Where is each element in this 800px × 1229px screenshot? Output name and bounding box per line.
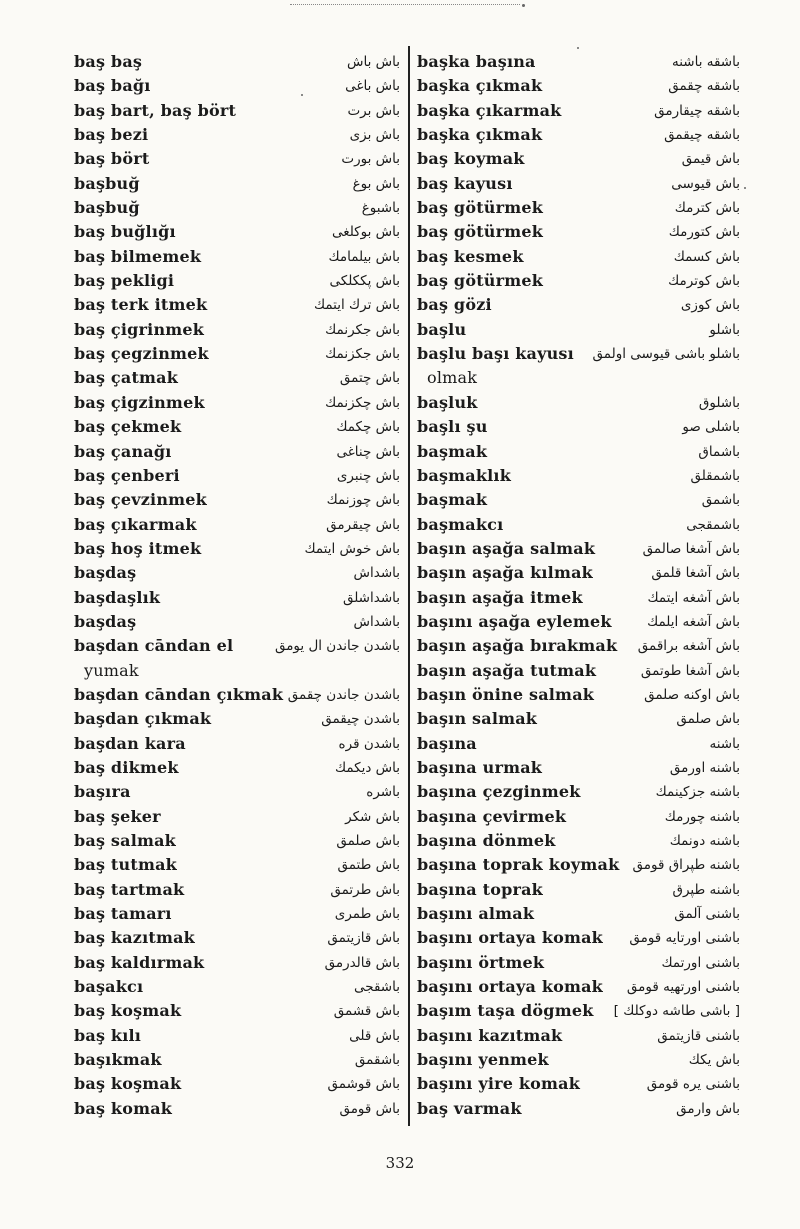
dictionary-entry [417, 1025, 740, 1049]
dictionary-entry [417, 854, 740, 878]
entry-latin: baş bört [74, 149, 150, 169]
dictionary-entry [74, 660, 400, 684]
page-number: 332 [385, 1154, 415, 1172]
entry-ottoman: باشنه چورمك [664, 808, 740, 825]
entry-ottoman: باشنه جزكينمك [655, 784, 740, 801]
entry-latin: başmak [417, 441, 488, 461]
dictionary-entry [74, 879, 400, 903]
entry-ottoman: باشماق [698, 443, 740, 460]
entry-latin: başdaşlık [74, 587, 161, 607]
entry-ottoman: باشقه باشنه [671, 54, 740, 70]
dictionary-entry [417, 611, 740, 635]
entry-latin: başını kazıtmak [417, 1025, 563, 1045]
entry-ottoman: باش ترك ايتمك [313, 297, 400, 314]
entry-latin: başka çıkmak [417, 125, 543, 145]
entry-ottoman: باشنه [709, 735, 740, 752]
dictionary-entry [417, 51, 740, 75]
entry-ottoman: باش جكرنمك [325, 321, 400, 338]
entry-latin: başmakcı [417, 514, 504, 534]
dictionary-entry [74, 221, 400, 245]
entry-ottoman: باش قشمق [333, 1003, 400, 1020]
dictionary-entry [74, 246, 400, 270]
dictionary-entry [74, 538, 400, 562]
dictionary-entry [417, 903, 740, 927]
entry-latin: baş komak [74, 1098, 173, 1118]
entry-ottoman: باشنه طپرق [672, 881, 740, 898]
entry-latin: başıra [74, 782, 131, 802]
entry-latin: başına toprak koymak [417, 855, 620, 875]
dictionary-entry [74, 587, 400, 611]
entry-latin: baş kaldırmak [74, 952, 205, 972]
dictionary-entry [74, 51, 400, 75]
entry-latin: başına çevirmek [417, 806, 567, 826]
entry-latin: baş kayusı [417, 173, 513, 193]
entry-ottoman: باش قومق [339, 1100, 400, 1117]
dictionary-entry [417, 514, 740, 538]
entry-ottoman: باش صلمق [336, 833, 400, 849]
dictionary-entry [74, 708, 400, 732]
dictionary-entry [74, 1098, 400, 1122]
entry-latin: başdan cāndan çıkmak [74, 684, 284, 704]
entry-latin: baş bezi [74, 125, 149, 145]
entry-ottoman: باش اوكنه صلمق [644, 686, 740, 703]
entry-ottoman: باشقمق [354, 1052, 400, 1069]
entry-ottoman: باش آشغه براقمق [637, 638, 740, 655]
entry-latin: başına [417, 733, 477, 753]
entry-latin: baş hoş itmek [74, 538, 202, 558]
entry-ottoman: باشقه چيقمق [664, 127, 740, 144]
entry-ottoman: باش طتمق [337, 857, 400, 874]
entry-ottoman: باش كترمك [674, 200, 740, 217]
entry-ottoman: باش ديكمك [334, 759, 400, 776]
entry-ottoman: باش باغى [345, 78, 400, 95]
entry-ottoman: باش جكزنمك [325, 346, 400, 363]
entry-ottoman: [ باشى طاشه دوكلك ] [613, 1003, 740, 1020]
entry-ottoman: باشلو باشى قيوسى اولمق [592, 346, 740, 363]
entry-ottoman: باشداش [353, 565, 400, 582]
entry-latin: başka çıkarmak [417, 100, 562, 120]
entry-latin: baş tutmak [74, 855, 177, 875]
entry-ottoman: باش چيقرمق [326, 516, 400, 533]
entry-latin: başka başına [417, 52, 536, 71]
dictionary-entry [74, 514, 400, 538]
ink-speck [744, 187, 746, 189]
dictionary-entry [417, 392, 740, 416]
dictionary-entry [74, 1049, 400, 1073]
entry-ottoman: باش قالدرمق [324, 954, 400, 971]
dictionary-entry [417, 367, 740, 391]
entry-latin: başına çezginmek [417, 782, 581, 802]
entry-ottoman: باشنه اورمق [669, 759, 740, 776]
entry-latin: başbuğ [74, 173, 140, 193]
entry-latin: baş kılı [74, 1025, 142, 1045]
right-column [417, 51, 740, 1122]
entry-ottoman: باشره [366, 784, 400, 801]
dictionary-entry [417, 441, 740, 465]
entry-ottoman: باش طمرى [334, 906, 400, 923]
dictionary-entry [417, 148, 740, 172]
entry-ottoman: باشنى يره قومق [646, 1076, 740, 1093]
dictionary-entry [417, 465, 740, 489]
entry-latin: başmak [417, 490, 488, 510]
dictionary-entry [417, 927, 740, 951]
dictionary-entry [417, 781, 740, 805]
dictionary-entry [74, 806, 400, 830]
dictionary-entry [417, 879, 740, 903]
dictionary-entry [417, 75, 740, 99]
entry-ottoman: باش كوترمك [668, 273, 740, 290]
entry-latin: başın aşağa kılmak [417, 563, 593, 583]
dictionary-entry [74, 173, 400, 197]
dictionary-entry [417, 100, 740, 124]
entry-ottoman: باشنى اورتايه قومق [629, 930, 740, 947]
entry-latin: baş bağı [74, 76, 151, 96]
entry-ottoman: باش آشغه ايلمك [647, 613, 740, 630]
ink-dot [522, 4, 525, 7]
entry-ottoman: باش شكر [345, 808, 400, 825]
entry-latin: başına toprak [417, 879, 543, 899]
entry-latin: başakcı [74, 977, 144, 997]
entry-ottoman: باش قيوسى [671, 175, 740, 192]
entry-ottoman: باشنى اورتهيه قومق [626, 979, 740, 996]
dictionary-entry [74, 489, 400, 513]
dictionary-entry [74, 927, 400, 951]
entry-latin: başına urmak [417, 757, 543, 777]
entry-latin: başını yenmek [417, 1050, 549, 1070]
dictionary-entry [74, 343, 400, 367]
dictionary-entry [417, 806, 740, 830]
entry-latin: başını örtmek [417, 952, 545, 972]
entry-ottoman: باش چناغى [336, 443, 400, 460]
entry-ottoman: باشداش [353, 613, 400, 630]
dictionary-entry [417, 660, 740, 684]
entry-latin: başlu [417, 319, 467, 339]
dictionary-entry [74, 562, 400, 586]
entry-latin: baş varmak [417, 1098, 522, 1118]
entry-ottoman: باش كسمك [673, 248, 740, 265]
entry-ottoman: باش كوزى [680, 297, 740, 314]
dictionary-entry [417, 319, 740, 343]
dictionary-entry [74, 465, 400, 489]
entry-latin: başın aşağa itmek [417, 587, 583, 607]
entry-ottoman: باش آشغا قلمق [651, 565, 740, 582]
entry-latin: baş tartmak [74, 879, 185, 899]
dictionary-entry [74, 270, 400, 294]
dictionary-entry [74, 757, 400, 781]
entry-ottoman: باشداشلق [342, 589, 400, 606]
entry-latin: baş buğlığı [74, 222, 176, 242]
entry-ottoman: باشدن قره [338, 735, 400, 752]
entry-ottoman: باش پككلكى [329, 273, 400, 290]
entry-latin: baş çigrinmek [74, 319, 205, 339]
entry-latin: baş dikmek [74, 757, 179, 777]
entry-latin: başın aşağa bırakmak [417, 636, 618, 656]
dictionary-entry [74, 1000, 400, 1024]
entry-latin: başın önine salmak [417, 684, 595, 704]
entry-ottoman: باشنى آلمق [674, 906, 740, 923]
dictionary-entry [417, 294, 740, 318]
entry-latin: başın aşağa tutmak [417, 660, 597, 680]
entry-latin: baş kesmek [417, 246, 524, 266]
entry-ottoman: باش قيمق [681, 151, 740, 168]
dictionary-entry [74, 952, 400, 976]
entry-latin: başdan çıkmak [74, 709, 212, 729]
entry-ottoman: باش قازيتمق [327, 930, 400, 947]
dictionary-entry [74, 611, 400, 635]
dictionary-entry [74, 441, 400, 465]
entry-ottoman: باش وارمق [676, 1100, 740, 1117]
dictionary-entry [74, 148, 400, 172]
entry-ottoman: باش چكمك [336, 419, 400, 436]
dictionary-entry [74, 684, 400, 708]
entry-latin: başbuğ [74, 198, 140, 218]
entry-latin: baş götürmek [417, 271, 544, 291]
dictionary-entry [417, 708, 740, 732]
entry-ottoman: باشلى صو [682, 419, 740, 436]
entry-ottoman: باش چوزنمك [326, 492, 400, 509]
entry-ottoman: باشمقلق [690, 467, 740, 484]
entry-ottoman: باش باش [347, 54, 400, 70]
dictionary-entry [417, 270, 740, 294]
ink-speck [577, 47, 579, 49]
dictionary-entry [417, 246, 740, 270]
entry-latin: baş götürmek [417, 222, 544, 242]
dictionary-entry [417, 635, 740, 659]
entry-latin: baş götürmek [417, 198, 544, 218]
entry-ottoman: باش قوشمق [327, 1076, 400, 1093]
entry-ottoman: باش بوغ [352, 175, 400, 192]
entry-latin: baş pekligi [74, 271, 175, 291]
entry-latin: başdan kara [74, 733, 186, 753]
entry-latin: başluk [417, 392, 478, 412]
entry-ottoman: باش بورت [341, 151, 400, 168]
entry-latin: baş bart, baş bört [74, 100, 237, 120]
entry-latin: baş tamarı [74, 904, 172, 924]
ink-speck [301, 94, 303, 96]
entry-ottoman: باشمق [701, 492, 740, 509]
entry-ottoman: باشبوغ [361, 200, 400, 217]
dictionary-entry [417, 587, 740, 611]
entry-ottoman: باش آشغا صالمق [642, 540, 740, 557]
entry-ottoman: باشقه چيقارمق [654, 102, 740, 119]
entry-latin: başını almak [417, 904, 535, 924]
entry-latin: baş çıkarmak [74, 514, 197, 534]
dictionary-entry [74, 830, 400, 854]
dictionary-entry [417, 976, 740, 1000]
dictionary-entry [417, 489, 740, 513]
dictionary-entry [417, 538, 740, 562]
entry-latin: baş baş [74, 52, 143, 71]
entry-ottoman: باشقجى [354, 979, 400, 996]
entry-ottoman: باش برت [347, 102, 400, 119]
dictionary-entry [74, 392, 400, 416]
entry-latin: başlı şu [417, 417, 488, 437]
dictionary-entry [417, 1098, 740, 1122]
entry-latin: baş çanağı [74, 441, 172, 461]
entry-ottoman: باشنى قازيتمق [657, 1027, 740, 1044]
entry-latin: başını aşağa eylemek [417, 611, 612, 631]
entry-ottoman: باشدن جاندن چقمق [287, 686, 400, 703]
entry-latin: başdan cāndan el [74, 636, 234, 656]
entry-ottoman: باش آشغا طوتمق [640, 662, 740, 679]
entry-latin: başlu başı kayusı [417, 344, 574, 364]
dictionary-entry [417, 830, 740, 854]
entry-latin: baş gözi [417, 295, 492, 315]
dictionary-entry [417, 221, 740, 245]
entry-ottoman: باش كتورمك [668, 224, 740, 241]
entry-ottoman: باش چكزنمك [325, 394, 400, 411]
entry-latin: baş çenberi [74, 465, 180, 485]
entry-ottoman: باش آشغه ايتمك [647, 589, 740, 606]
entry-ottoman: باشقه چقمق [668, 78, 740, 95]
dictionary-entry [74, 319, 400, 343]
entry-latin: baş çekmek [74, 417, 182, 437]
dictionary-entry [417, 1049, 740, 1073]
dictionary-entry [417, 952, 740, 976]
entry-latin: başmaklık [417, 465, 511, 485]
dictionary-entry [74, 197, 400, 221]
dictionary-entry [417, 416, 740, 440]
dictionary-entry [417, 562, 740, 586]
entry-ottoman: باش چنبرى [336, 467, 400, 484]
entry-latin: başdaş [74, 563, 137, 583]
entry-ottoman: باش بيلمامك [328, 248, 400, 265]
dictionary-entry [74, 124, 400, 148]
dictionary-entry [417, 197, 740, 221]
entry-latin: başını ortaya komak [417, 928, 603, 948]
entry-latin: baş koşmak [74, 1074, 182, 1094]
entry-latin: başın salmak [417, 709, 538, 729]
entry-latin: baş çevzinmek [74, 490, 207, 510]
entry-latin: başına dönmek [417, 831, 556, 850]
entry-ottoman: باشلوق [698, 394, 740, 411]
entry-latin: baş çigzinmek [74, 392, 205, 412]
entry-latin: başın aşağa salmak [417, 538, 596, 558]
dictionary-entry [417, 173, 740, 197]
entry-latin: baş kazıtmak [74, 928, 195, 948]
dictionary-entry [417, 1000, 740, 1024]
entry-latin: baş şeker [74, 806, 161, 826]
entry-latin: baş çatmak [74, 368, 179, 388]
entry-latin: baş çegzinmek [74, 344, 209, 364]
entry-ottoman: باشدن جاندن ال يومق [274, 638, 400, 655]
entry-ottoman: باش طرتمق [330, 881, 400, 898]
dictionary-entry [417, 684, 740, 708]
dictionary-entry [417, 757, 740, 781]
entry-ottoman: باش قلى [349, 1027, 400, 1044]
dictionary-entry [74, 294, 400, 318]
entry-latin: baş terk itmek [74, 295, 208, 315]
dictionary-entry [74, 781, 400, 805]
column-divider [408, 46, 410, 1126]
entry-ottoman: باش بوكلغى [331, 224, 400, 241]
dictionary-entry [74, 100, 400, 124]
entry-ottoman: باش صلمق [676, 711, 740, 728]
dictionary-entry [74, 976, 400, 1000]
dictionary-entry [74, 416, 400, 440]
entry-latin: başını ortaya komak [417, 977, 603, 997]
dictionary-entry [417, 1073, 740, 1097]
entry-ottoman: باش بزى [349, 127, 400, 144]
entry-latin: yumak [84, 660, 139, 680]
entry-latin: olmak [427, 368, 478, 388]
entry-latin: başını yire komak [417, 1074, 581, 1094]
entry-latin: başıkmak [74, 1050, 162, 1070]
dictionary-entry [417, 733, 740, 757]
dictionary-entry [74, 903, 400, 927]
entry-latin: baş salmak [74, 831, 176, 850]
entry-ottoman: باشنه دونمك [669, 833, 740, 849]
entry-ottoman: باش خوش ايتمك [304, 540, 400, 557]
dictionary-entry [74, 75, 400, 99]
entry-ottoman: باشنى اورتمك [661, 954, 740, 971]
left-column [74, 51, 400, 1122]
entry-latin: başka çıkmak [417, 76, 543, 96]
entry-ottoman: باشدن چيقمق [321, 711, 400, 728]
top-rule [290, 4, 520, 5]
entry-latin: başdaş [74, 611, 137, 631]
dictionary-entry [417, 343, 740, 367]
dictionary-entry [74, 1025, 400, 1049]
dictionary-entry [74, 635, 400, 659]
entry-latin: baş bilmemek [74, 246, 202, 266]
entry-latin: başım taşa dögmek [417, 1001, 594, 1021]
entry-ottoman: باش يكك [688, 1052, 740, 1069]
dictionary-entry [74, 1073, 400, 1097]
dictionary-entry [417, 124, 740, 148]
entry-ottoman: باشنه طپراق قومق [632, 857, 740, 874]
entry-latin: baş koymak [417, 149, 525, 169]
entry-latin: baş koşmak [74, 1001, 182, 1021]
entry-ottoman: باشلو [709, 321, 740, 338]
entry-ottoman: باشمقجى [686, 516, 740, 533]
dictionary-entry [74, 733, 400, 757]
entry-ottoman: باش چتمق [339, 370, 400, 387]
dictionary-entry [74, 854, 400, 878]
dictionary-entry [74, 367, 400, 391]
